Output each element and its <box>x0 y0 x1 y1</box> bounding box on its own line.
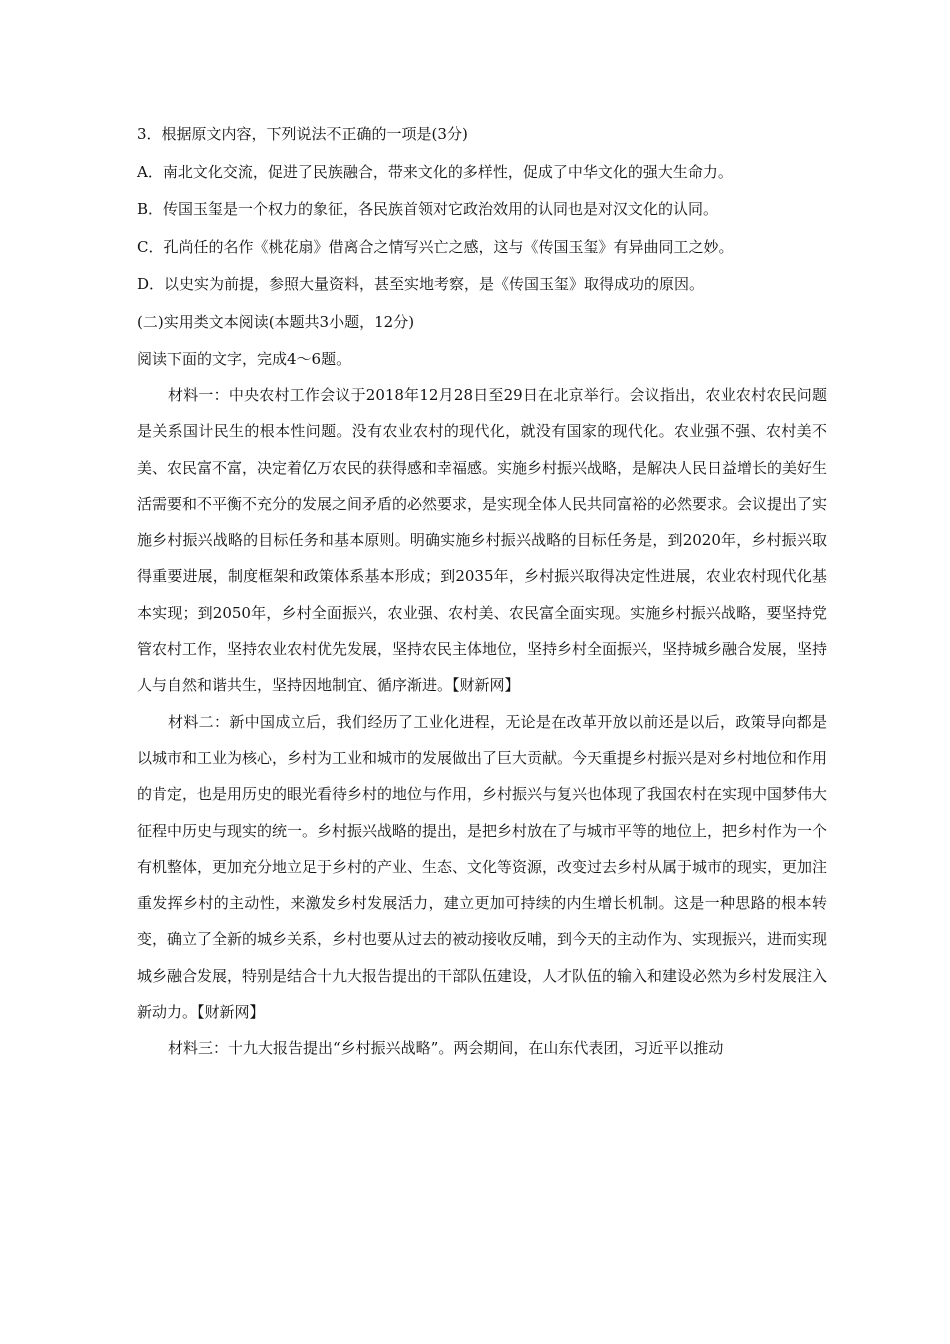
material-1-paragraph: 材料一：中央农村工作会议于2018年12月28日至29日在北京举行。会议指出，农业农村农民问题是关系国计民生的根本性问题。没有农业农村的现代化，就没有国家的现代化。农业强不强、农村美不美、农民富不富，决定着亿万农民的获得感和幸福感。实施乡村振兴战略，是解决人民日益增长的美好生活需要和不平衡不充分的发展之间矛盾的必然要求，是实现全体人民共同富裕的必然要求。会议提出了实施乡村振兴战略的目标任务和基本原则。明确实施乡村振兴战略的目标任务是，到2020年，乡村振兴取得重要进展，制度框架和政策体系基本形成；到2035年，乡村振兴取得决定性进展，农业农村现代化基本实现；到2050年，乡村全面振兴，农业强、农村美、农民富全面实现。实施乡村振兴战略，要坚持党管农村工作，坚持农业农村优先发展，坚持农民主体地位，坚持乡村全面振兴，坚持城乡融合发展，坚持人与自然和谐共生，坚持因地制宜、循序渐进。【财新网】 <box>137 386 828 695</box>
reading-instruction: 阅读下面的文字，完成4～6题。 <box>137 350 352 368</box>
page-content <box>137 125 827 1067</box>
materials-body <box>137 377 827 1067</box>
section-heading: (二)实用类文本阅读(本题共3小题，12分) <box>137 312 415 331</box>
option-d: D．以史实为前提，参照大量资料，甚至实地考察，是《传国玉玺》取得成功的原因。 <box>137 275 705 293</box>
option-a: A．南北文化交流，促进了民族融合，带来文化的多样性，促成了中华文化的强大生命力。 <box>137 162 733 181</box>
material-2-paragraph: 材料二：新中国成立后，我们经历了工业化进程，无论是在改革开放以前还是以后，政策导向都是以城市和工业为核心，乡村为工业和城市的发展做出了巨大贡献。今天重提乡村振兴是对乡村地位和作用的肯定，也是用历史的眼光看待乡村的地位与作用，乡村振兴与复兴也体现了我国农村在实现中国梦伟大征程中历史与现实的统一。乡村振兴战略的提出，是把乡村放在了与城市平等的地位上，把乡村作为一个有机整体，更加充分地立足于乡村的产业、生态、文化等资源，改变过去乡村从属于城市的现实，更加注重发挥乡村的主动性，来激发乡村发展活力，建立更加可持续的内生增长机制。这是一种思路的根本转变，确立了全新的城乡关系，乡村也要从过去的被动接收反哺，到今天的主动作为、实现振兴，进而实现城乡融合发展，特别是结合十九大报告提出的干部队伍建设，人才队伍的输入和建设必然为乡村发展注入新动力。【财新网】 <box>137 712 828 1022</box>
question-3-stem: 3．根据原文内容，下列说法不正确的一项是(3分) <box>137 125 468 143</box>
option-c: C．孔尚任的名作《桃花扇》借离合之情写兴亡之感，这与《传国玉玺》有异曲同工之妙。 <box>137 237 734 256</box>
material-3-paragraph: 材料三：十九大报告提出“乡村振兴战略”。两会期间，在山东代表团，习近平以推动 <box>168 1039 724 1058</box>
option-b: B．传国玉玺是一个权力的象征，各民族首领对它政治效用的认同也是对汉文化的认同。 <box>137 200 719 218</box>
